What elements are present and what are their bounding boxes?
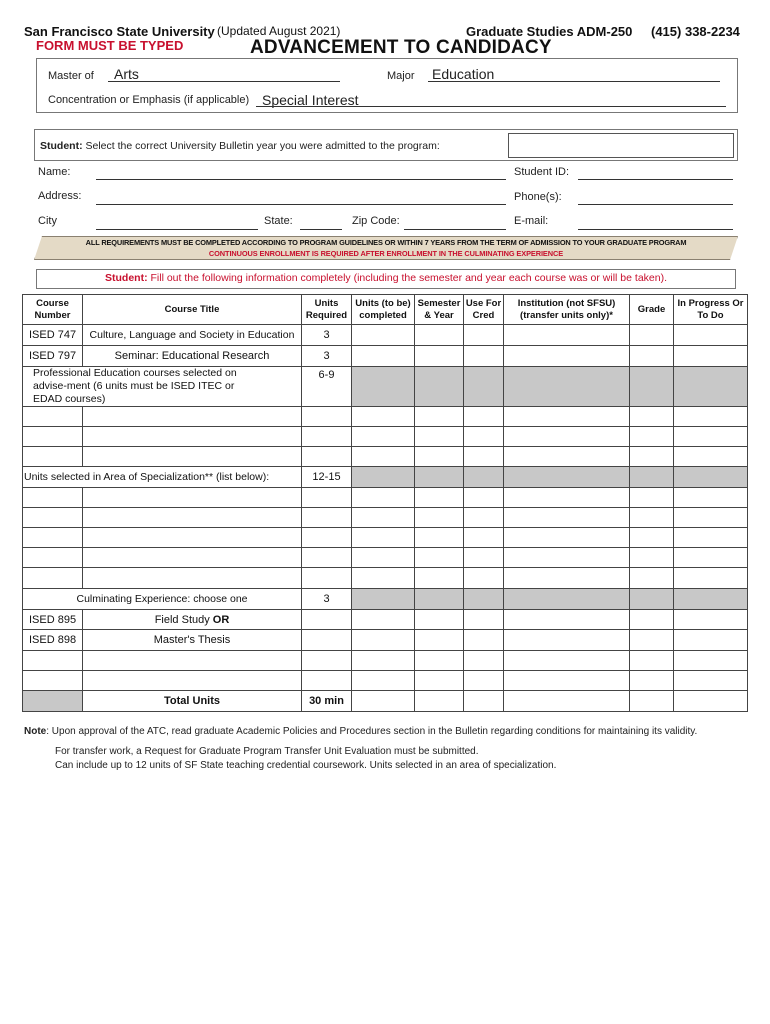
course-title-cell[interactable]: Master's Thesis [83,630,302,651]
concentration-label: Concentration or Emphasis (if applicable) [48,94,250,106]
total-units-label: Total Units [83,691,302,712]
table-section-row [23,467,748,488]
course-number-cell[interactable] [23,488,83,508]
use-for-cred-cell[interactable] [464,346,504,367]
student-id-field[interactable] [578,179,733,180]
course-title-cell[interactable] [83,447,302,467]
form-title: ADVANCEMENT TO CANDIDACY [250,37,552,58]
table-row [23,610,748,630]
course-title-cell[interactable] [83,671,302,691]
course-title-cell[interactable] [83,548,302,568]
units-required-cell: 6-9 [302,367,352,407]
concentration-field[interactable]: Special Interest [262,92,359,108]
course-title-cell[interactable] [83,568,302,589]
course-number-cell[interactable] [23,528,83,548]
header-units-completed: Units (to be) completed [352,295,415,325]
must-type-warning: FORM MUST BE TYPED [36,38,184,53]
course-number-cell[interactable]: ISED 898 [23,630,83,651]
university-name: San Francisco State University [24,24,215,39]
course-title-cell[interactable] [83,651,302,671]
table-row [23,528,748,548]
course-title-cell[interactable] [83,508,302,528]
table-row [23,488,748,508]
table-row [23,325,748,346]
table-section-row [23,367,748,407]
table-row [23,447,748,467]
course-number-cell[interactable] [23,407,83,427]
table-row [23,508,748,528]
header-in-progress: In Progress Or To Do [674,295,748,325]
grade-cell[interactable] [630,325,674,346]
requirements-line1: ALL REQUIREMENTS MUST BE COMPLETED ACCORDING TO PROGRAM GUIDELINES OR WITHIN 7 YEARS FROM THE TERM OF ADMISSION TO YOUR GRADUATE PROGRAM [85,238,687,247]
zip-field[interactable] [404,229,506,230]
header-semester-year: Semester & Year [415,295,464,325]
in-progress-cell[interactable] [674,346,748,367]
state-label: State: [264,215,293,227]
table-row [23,548,748,568]
course-number-cell[interactable] [23,447,83,467]
course-number-cell[interactable] [23,651,83,671]
course-number-cell[interactable] [23,508,83,528]
table-row [23,427,748,447]
credential-note: Can include up to 12 units of SF State teaching credential coursework. Units selected in an area of specialization. [55,760,557,771]
header-course-title: Course Title [83,295,302,325]
course-title-cell[interactable] [83,407,302,427]
units-required-cell: 12-15 [302,467,352,488]
grade-cell[interactable] [630,346,674,367]
course-number-cell[interactable]: ISED 747 [23,325,83,346]
table-header-row [23,295,748,325]
office-code: Graduate Studies ADM-250 [466,24,633,39]
units-required-cell: 3 [302,325,352,346]
email-label: E-mail: [514,215,549,227]
name-field[interactable] [96,179,506,180]
student-id-label: Student ID: [514,166,570,178]
course-title-cell[interactable] [83,528,302,548]
header-institution: Institution (not SFSU) (transfer units only)* [504,295,630,325]
units-required-cell: 3 [302,589,352,610]
header-course-number: Course Number [23,295,83,325]
transfer-note: For transfer work, a Request for Graduate Program Transfer Unit Evaluation must be submitted. [55,746,479,757]
section-title-cell: Units selected in Area of Specialization** (list below): [23,467,302,488]
header-units-required: Units Required [302,295,352,325]
units-completed-cell[interactable] [352,325,415,346]
course-number-cell[interactable] [23,671,83,691]
phone-label: Phone(s): [514,191,562,203]
table-row [23,407,748,427]
header-use-for-cred: Use For Cred [464,295,504,325]
email-field[interactable] [578,229,733,230]
course-title-cell[interactable]: Field Study OR [83,610,302,630]
address-field[interactable] [96,204,506,205]
course-title-cell[interactable]: Seminar: Educational Research [83,346,302,367]
address-label: Address: [38,190,82,202]
use-for-cred-cell[interactable] [464,325,504,346]
major-field[interactable]: Education [432,66,495,82]
total-row [23,691,748,712]
office-phone: (415) 338-2234 [651,24,740,39]
master-of-label: Master of [48,70,94,82]
instructions-text: Student: Fill out the following information completely (including the semester and year each course was or will be taken). [105,272,667,284]
course-title-cell[interactable] [83,427,302,447]
course-title-cell[interactable] [83,488,302,508]
course-number-cell[interactable] [23,548,83,568]
institution-cell[interactable] [504,346,630,367]
institution-cell[interactable] [504,325,630,346]
city-field[interactable] [96,229,258,230]
course-number-cell[interactable]: ISED 797 [23,346,83,367]
course-number-cell[interactable] [23,568,83,589]
city-label: City [38,215,57,227]
name-label: Name: [38,166,71,178]
total-units-value: 30 min [302,691,352,712]
course-title-cell[interactable]: Culture, Language and Society in Education [83,325,302,346]
table-row [23,630,748,651]
state-field[interactable] [300,229,342,230]
table-row [23,568,748,589]
major-label: Major [387,70,415,82]
bulletin-year-field[interactable] [508,133,734,158]
course-number-cell[interactable]: ISED 895 [23,610,83,630]
zip-label: Zip Code: [352,215,400,227]
units-required-cell: 3 [302,346,352,367]
header-grade: Grade [630,295,674,325]
course-number-cell[interactable] [23,427,83,447]
in-progress-cell[interactable] [674,325,748,346]
phone-field[interactable] [578,204,733,205]
requirements-line2: CONTINUOUS ENROLLMENT IS REQUIRED AFTER ENROLLMENT IN THE CULMINATING EXPERIENCE [208,249,564,258]
table-row [23,651,748,671]
section-title-cell: Professional Education courses selected on advise-ment (6 units must be ISED ITEC or EDAD courses) [23,367,302,407]
semester-year-cell[interactable] [415,346,464,367]
updated-date: (Updated August 2021) [217,24,341,38]
course-table [22,294,748,712]
table-section-row [23,589,748,610]
table-row [23,671,748,691]
section-title-cell: Culminating Experience: choose one [23,589,302,610]
table-row [23,346,748,367]
semester-year-cell[interactable] [415,325,464,346]
bulletin-instruction: Student: Select the correct University Bulletin year you were admitted to the program: [40,140,440,152]
units-completed-cell[interactable] [352,346,415,367]
master-of-field[interactable]: Arts [114,66,139,82]
atc-note: Note: Upon approval of the ATC, read graduate Academic Policies and Procedures section in the Bulletin regarding conditions for maintaining its validity. [24,726,698,737]
